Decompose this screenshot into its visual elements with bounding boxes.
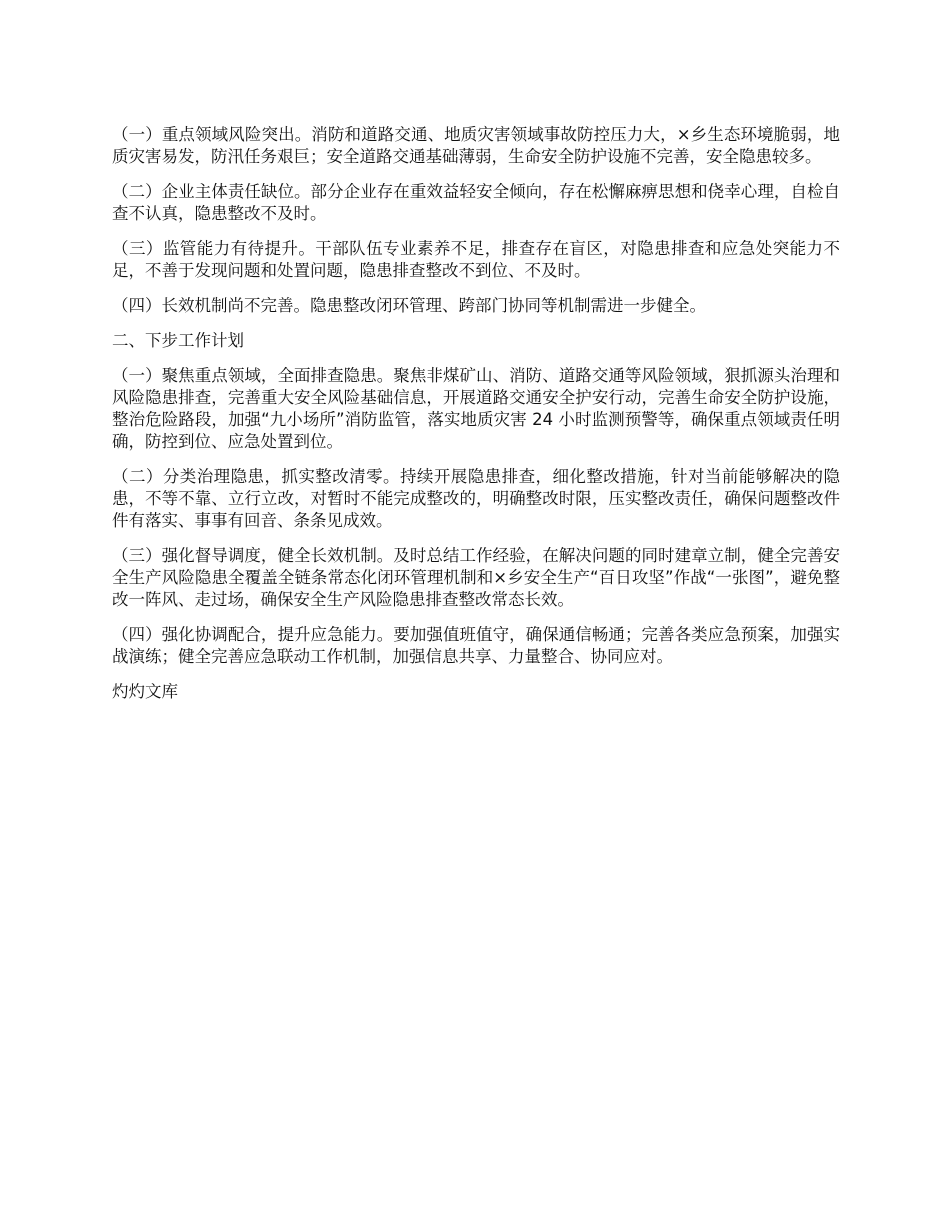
plan-paragraph-supervision-scheduling: （三）强化督导调度，健全长效机制。及时总结工作经验，在解决问题的同时建章立制，健全完善安全生产风险隐患全覆盖全链条常态化闭环管理机制和×乡安全生产“百日攻坚”作战“一张图”，避免整改一阵风、走过场，确保安全生产风险隐患排查整改常态长效。	[112, 546, 840, 609]
plan-paragraph-classified-governance: （二）分类治理隐患，抓实整改清零。持续开展隐患排查，细化整改措施，针对当前能够解决的隐患，不等不靠、立行立改，对暂时不能完成整改的，明确整改时限，压实整改责任，确保问题整改件件有落实、事事有回音、条条见成效。	[112, 467, 840, 530]
paragraph-long-term-mechanism: （四）长效机制尚不完善。隐患整改闭环管理、跨部门协同等机制需进一步健全。	[112, 296, 706, 315]
section-heading: 二、下步工作计划	[112, 331, 244, 350]
plan-paragraph-emergency-capacity: （四）强化协调配合，提升应急能力。要加强值班值守，确保通信畅通；完善各类应急预案，加强实战演练；健全完善应急联动工作机制，加强信息共享、力量整合、协同应对。	[112, 625, 840, 666]
paragraph-supervision-capacity: （三）监管能力有待提升。干部队伍专业素养不足，排查存在盲区，对隐患排查和应急处突能力不足，不善于发现问题和处置问题，隐患排查整改不到位、不及时。	[112, 239, 840, 280]
paragraph-enterprise-responsibility: （二）企业主体责任缺位。部分企业存在重效益轻安全倾向，存在松懈麻痹思想和侥幸心理，自检自查不认真，隐患整改不及时。	[112, 182, 840, 223]
footer-brand: 灼灼文库	[112, 682, 178, 701]
document-body	[112, 124, 840, 703]
paragraph-risk-areas: （一）重点领域风险突出。消防和道路交通、地质灾害领域事故防控压力大，×乡生态环境脆弱，地质灾害易发，防汛任务艰巨；安全道路交通基础薄弱，生命安全防护设施不完善，安全隐患较多。	[112, 125, 840, 166]
plan-paragraph-focus-areas: （一）聚焦重点领域，全面排查隐患。聚焦非煤矿山、消防、道路交通等风险领域，狠抓源头治理和风险隐患排查，完善重大安全风险基础信息，开展道路交通安全护安行动，完善生命安全防护设施，整治危险路段，加强“九小场所”消防监管，落实地质灾害 24 小时监测预警等，确保重点领域责任明确，防控到位、应急处置到位。	[112, 366, 840, 451]
